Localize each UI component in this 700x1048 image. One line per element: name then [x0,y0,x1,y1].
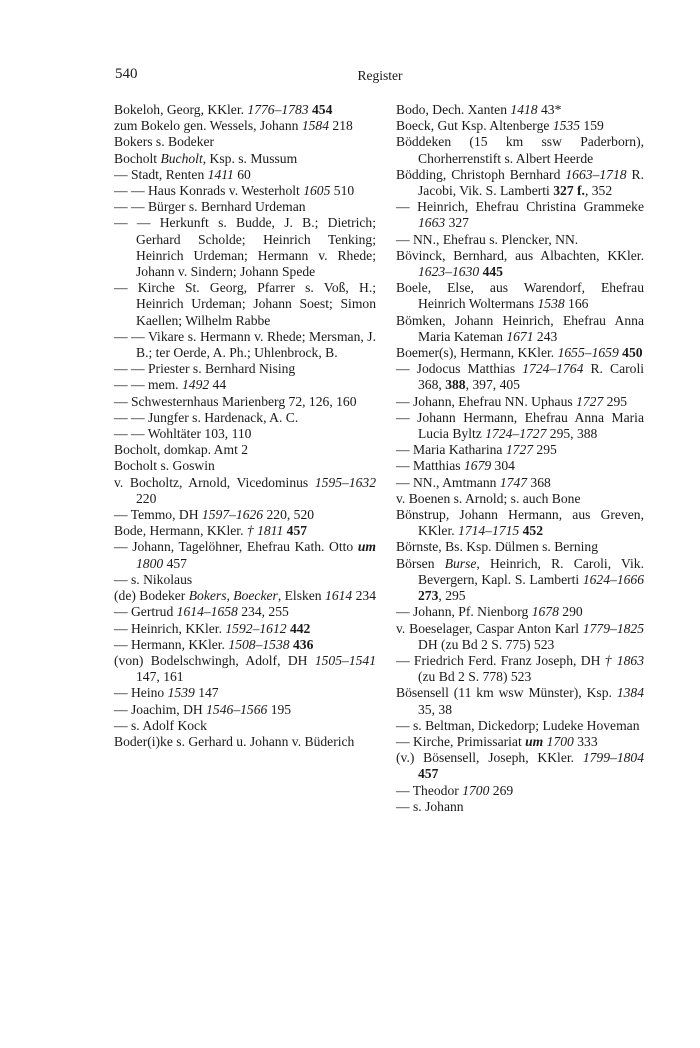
index-entry: (de) Bodeker Bokers, Boecker, Elsken 1614 234 [114,588,376,604]
index-entry: — Joachim, DH 1546–1566 195 [114,701,292,717]
index-column-right [396,102,644,815]
index-entry: — Theodor 1700 269 [396,782,514,798]
index-entry: Boeck, Gut Ksp. Altenberge 1535 159 [396,118,604,134]
index-entry: Bösensell (11 km wsw Münster), Ksp. 1384 35, 38 [396,685,644,717]
index-entry: — Schwesternhaus Marienberg 72, 126, 160 [114,393,357,409]
index-entry: — Stadt, Renten 1411 60 [114,166,251,182]
index-entry: — Heinrich, Ehefrau Christina Grammeke 1663 327 [396,199,644,231]
index-entry: — Kirche St. Georg, Pfarrer s. Voß, H.; Heinrich Urdeman; Johann Soest; Simon Kaellen; Wilhelm Rabbe [114,280,376,328]
index-column-left [114,102,376,750]
index-entry: — s. Adolf Kock [114,717,207,733]
index-entry: (v.) Bösensell, Joseph, KKler. 1799–1804 457 [396,750,644,782]
index-entry: — s. Johann [396,798,464,814]
index-entry: Bövinck, Bernhard, aus Albachten, KKler. 1623–1630 445 [396,247,644,280]
index-entry: — Johann, Pf. Nienborg 1678 290 [396,604,583,620]
index-entry: Bödding, Christoph Bernhard 1663–1718 R. Jacobi, Vik. S. Lamberti 327 f., 352 [396,166,644,199]
index-entry: — Johann, Ehefrau NN. Uphaus 1727 295 [396,393,628,409]
running-head: Register [357,68,403,83]
index-entry: Boemer(s), Hermann, KKler. 1655–1659 450 [396,345,643,361]
index-entry: — Johann Hermann, Ehefrau Anna Maria Lucia Byltz 1724–1727 295, 388 [396,409,644,442]
index-entry: — Jodocus Matthias 1724–1764 R. Caroli 368, 388, 397, 405 [396,361,644,393]
index-entry: — Hermann, KKler. 1508–1538 436 [114,636,314,652]
index-entry: — — Bürger s. Bernhard Urdeman [114,199,306,215]
index-entry: — Gertrud 1614–1658 234, 255 [114,604,289,620]
index-entry: — Matthias 1679 304 [396,458,515,474]
index-entry: — Johann, Tagelöhner, Ehefrau Kath. Otto um 1800 457 [114,539,376,571]
index-entry: — — Priester s. Bernhard Nising [114,361,296,377]
index-entry: Bodo, Dech. Xanten 1418 43* [396,102,562,117]
index-entry: v. Boenen s. Arnold; s. auch Bone [396,490,581,506]
index-entry: — Heinrich, KKler. 1592–1612 442 [114,620,311,636]
index-entry: Bocholt Bucholt, Ksp. s. Mussum [114,150,298,166]
index-entry: Börsen Burse, Heinrich, R. Caroli, Vik. Bevergern, Kapl. S. Lamberti 1624–1666 273, 295 [396,555,644,604]
index-entry: Bönstrup, Johann Hermann, aus Greven, KKler. 1714–1715 452 [396,507,644,539]
index-entry: — Kirche, Primissariat um 1700 333 [396,733,598,749]
index-entry: v. Bocholtz, Arnold, Vicedominus 1595–1632 220 [114,474,376,506]
index-entry: (von) Bodelschwingh, Adolf, DH 1505–1541 147, 161 [114,652,376,685]
index-entry: Bokeloh, Georg, KKler. 1776–1783 454 [114,102,333,117]
index-entry: Böddeken (15 km ssw Paderborn), Chorherrenstift s. Albert Heerde [396,134,644,166]
index-entry: — s. Nikolaus [114,571,193,587]
index-entry: — s. Beltman, Dickedorp; Ludeke Hoveman [396,717,640,733]
index-entry: — — Vikare s. Hermann v. Rhede; Mersman, J. B.; ter Oerde, A. Ph.; Uhlenbrock, B. [114,328,376,361]
index-entry: Boder(i)ke s. Gerhard u. Johann v. Büderich [114,733,355,749]
index-entry: Bode, Hermann, KKler. † 1811 457 [114,523,308,539]
index-entry: — NN., Ehefrau s. Plencker, NN. [396,231,579,247]
index-entry: — — mem. 1492 44 [114,377,227,393]
index-entry: — Heino 1539 147 [114,685,219,701]
index-entry: Bömken, Johann Heinrich, Ehefrau Anna Maria Kateman 1671 243 [396,312,644,344]
index-entry: — — Jungfer s. Hardenack, A. C. [114,409,299,425]
index-entry: — — Wohltäter 103, 110 [114,426,252,442]
page-number: 540 [115,66,138,82]
index-entry: — Maria Katharina 1727 295 [396,442,557,458]
index-entry: v. Boeselager, Caspar Anton Karl 1779–1825 DH (zu Bd 2 S. 775) 523 [396,620,644,652]
index-entry: Bocholt s. Goswin [114,458,215,474]
index-entry: Börnste, Bs. Ksp. Dülmen s. Berning [396,539,599,555]
index-entry: — — Herkunft s. Budde, J. B.; Dietrich; Gerhard Scholde; Heinrich Tenking; Heinrich Urdeman; Hermann v. Rhede; Johann v. Sindern; Johann Spede [114,215,376,280]
index-entry: Bocholt, domkap. Amt 2 [114,442,249,458]
index-entry: zum Bokelo gen. Wessels, Johann 1584 218 [114,118,353,134]
index-entry: — NN., Amtmann 1747 368 [396,474,551,490]
index-entry: Bokers s. Bodeker [114,134,215,150]
index-entry: — Temmo, DH 1597–1626 220, 520 [114,507,315,523]
index-entry: — — Haus Konrads v. Westerholt 1605 510 [114,183,355,199]
index-entry: Boele, Else, aus Warendorf, Ehefrau Heinrich Woltermans 1538 166 [396,280,644,312]
index-entry: — Friedrich Ferd. Franz Joseph, DH † 1863 (zu Bd 2 S. 778) 523 [396,652,644,685]
